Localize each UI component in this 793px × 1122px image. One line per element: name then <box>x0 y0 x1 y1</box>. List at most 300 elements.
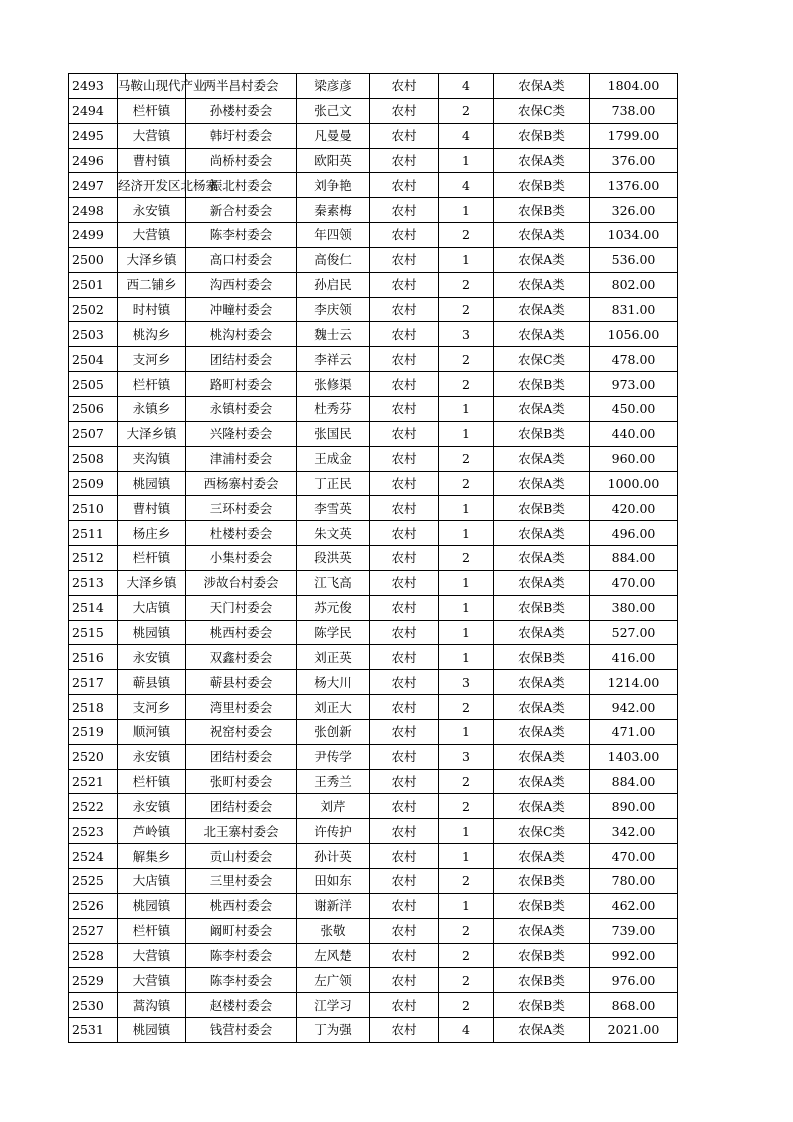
household-type-cell: 农村 <box>370 719 439 744</box>
household-type-cell: 农村 <box>370 893 439 918</box>
record-number-cell: 2526 <box>69 893 118 918</box>
amount-cell: 780.00 <box>590 869 678 894</box>
table-row <box>69 744 678 769</box>
amount-cell: 496.00 <box>590 521 678 546</box>
village-committee-cell: 兴隆村委会 <box>186 421 297 446</box>
household-type-cell: 农村 <box>370 297 439 322</box>
household-type-cell: 农村 <box>370 794 439 819</box>
village-committee-cell: 桃西村委会 <box>186 620 297 645</box>
household-type-cell: 农村 <box>370 471 439 496</box>
household-type-cell: 农村 <box>370 744 439 769</box>
household-type-cell: 农村 <box>370 272 439 297</box>
household-type-cell: 农村 <box>370 223 439 248</box>
record-number-cell: 2524 <box>69 844 118 869</box>
record-number-cell: 2512 <box>69 546 118 571</box>
amount-cell: 380.00 <box>590 595 678 620</box>
village-committee-cell: 团结村委会 <box>186 794 297 819</box>
household-type-cell: 农村 <box>370 148 439 173</box>
table-row <box>69 1018 678 1043</box>
town-cell: 大营镇 <box>118 943 186 968</box>
household-type-cell: 农村 <box>370 993 439 1018</box>
record-number-cell: 2504 <box>69 347 118 372</box>
person-count-cell: 1 <box>439 595 494 620</box>
village-committee-cell: 涉故台村委会 <box>186 570 297 595</box>
table-row <box>69 471 678 496</box>
record-number-cell: 2520 <box>69 744 118 769</box>
town-cell: 大店镇 <box>118 595 186 620</box>
table-row <box>69 546 678 571</box>
table-row <box>69 893 678 918</box>
person-count-cell: 2 <box>439 993 494 1018</box>
household-type-cell: 农村 <box>370 595 439 620</box>
insurance-category-cell: 农保C类 <box>494 819 590 844</box>
person-count-cell: 2 <box>439 471 494 496</box>
table-row <box>69 844 678 869</box>
person-name-cell: 左风楚 <box>297 943 370 968</box>
person-name-cell: 张国民 <box>297 421 370 446</box>
insurance-category-cell: 农保A类 <box>494 570 590 595</box>
table-row <box>69 496 678 521</box>
village-committee-cell: 北王寨村委会 <box>186 819 297 844</box>
person-name-cell: 许传护 <box>297 819 370 844</box>
amount-cell: 738.00 <box>590 98 678 123</box>
town-cell: 栏杆镇 <box>118 769 186 794</box>
person-name-cell: 苏元俊 <box>297 595 370 620</box>
table-row <box>69 198 678 223</box>
village-committee-cell: 三里村委会 <box>186 869 297 894</box>
person-name-cell: 梁彦彦 <box>297 74 370 99</box>
table-row <box>69 322 678 347</box>
town-cell: 大营镇 <box>118 968 186 993</box>
town-cell: 蒿沟镇 <box>118 993 186 1018</box>
record-number-cell: 2505 <box>69 372 118 397</box>
amount-cell: 1376.00 <box>590 173 678 198</box>
person-name-cell: 张敬 <box>297 918 370 943</box>
household-type-cell: 农村 <box>370 396 439 421</box>
table-row <box>69 247 678 272</box>
table-row <box>69 719 678 744</box>
record-number-cell: 2521 <box>69 769 118 794</box>
person-name-cell: 年四领 <box>297 223 370 248</box>
household-type-cell: 农村 <box>370 247 439 272</box>
village-committee-cell: 尚桥村委会 <box>186 148 297 173</box>
insurance-category-cell: 农保A类 <box>494 74 590 99</box>
table-row <box>69 943 678 968</box>
amount-cell: 470.00 <box>590 844 678 869</box>
amount-cell: 868.00 <box>590 993 678 1018</box>
record-number-cell: 2514 <box>69 595 118 620</box>
record-number-cell: 2519 <box>69 719 118 744</box>
village-committee-cell: 团结村委会 <box>186 347 297 372</box>
person-name-cell: 王秀兰 <box>297 769 370 794</box>
amount-cell: 471.00 <box>590 719 678 744</box>
table-row <box>69 148 678 173</box>
person-name-cell: 谢新洋 <box>297 893 370 918</box>
amount-cell: 416.00 <box>590 645 678 670</box>
person-count-cell: 3 <box>439 322 494 347</box>
insurance-category-cell: 农保A类 <box>494 744 590 769</box>
person-name-cell: 张修渠 <box>297 372 370 397</box>
town-cell: 永安镇 <box>118 744 186 769</box>
person-count-cell: 2 <box>439 347 494 372</box>
person-name-cell: 李庆领 <box>297 297 370 322</box>
town-cell: 时村镇 <box>118 297 186 322</box>
amount-cell: 478.00 <box>590 347 678 372</box>
amount-cell: 2021.00 <box>590 1018 678 1043</box>
record-number-cell: 2496 <box>69 148 118 173</box>
village-committee-cell: 永镇村委会 <box>186 396 297 421</box>
table-row <box>69 297 678 322</box>
table-row <box>69 869 678 894</box>
person-name-cell: 刘正英 <box>297 645 370 670</box>
table-row <box>69 123 678 148</box>
insurance-category-cell: 农保C类 <box>494 347 590 372</box>
amount-cell: 960.00 <box>590 446 678 471</box>
person-name-cell: 李祥云 <box>297 347 370 372</box>
village-committee-cell: 津浦村委会 <box>186 446 297 471</box>
insurance-category-cell: 农保B类 <box>494 595 590 620</box>
record-number-cell: 2494 <box>69 98 118 123</box>
town-cell: 永镇乡 <box>118 396 186 421</box>
person-count-cell: 1 <box>439 496 494 521</box>
town-cell: 顺河镇 <box>118 719 186 744</box>
record-number-cell: 2495 <box>69 123 118 148</box>
table-row <box>69 421 678 446</box>
insurance-category-cell: 农保A类 <box>494 769 590 794</box>
amount-cell: 884.00 <box>590 769 678 794</box>
household-type-cell: 农村 <box>370 173 439 198</box>
town-cell: 曹村镇 <box>118 496 186 521</box>
insurance-category-cell: 农保B类 <box>494 893 590 918</box>
record-number-cell: 2516 <box>69 645 118 670</box>
amount-cell: 440.00 <box>590 421 678 446</box>
person-count-cell: 2 <box>439 794 494 819</box>
amount-cell: 420.00 <box>590 496 678 521</box>
household-type-cell: 农村 <box>370 695 439 720</box>
person-count-cell: 4 <box>439 173 494 198</box>
town-cell: 支河乡 <box>118 347 186 372</box>
town-cell: 大泽乡镇 <box>118 247 186 272</box>
insurance-category-cell: 农保A类 <box>494 272 590 297</box>
town-cell: 曹村镇 <box>118 148 186 173</box>
record-number-cell: 2509 <box>69 471 118 496</box>
person-count-cell: 2 <box>439 695 494 720</box>
table-row <box>69 595 678 620</box>
insurance-category-cell: 农保A类 <box>494 247 590 272</box>
table-row <box>69 347 678 372</box>
table-row <box>69 968 678 993</box>
person-count-cell: 4 <box>439 1018 494 1043</box>
insurance-category-cell: 农保B类 <box>494 869 590 894</box>
insurance-category-cell: 农保A类 <box>494 148 590 173</box>
insurance-category-cell: 农保B类 <box>494 968 590 993</box>
insurance-category-cell: 农保B类 <box>494 173 590 198</box>
village-committee-cell: 沟西村委会 <box>186 272 297 297</box>
village-committee-cell: 祝窑村委会 <box>186 719 297 744</box>
insurance-category-cell: 农保A类 <box>494 396 590 421</box>
record-number-cell: 2511 <box>69 521 118 546</box>
person-name-cell: 江飞高 <box>297 570 370 595</box>
insurance-category-cell: 农保A类 <box>494 297 590 322</box>
village-committee-cell: 两半昌村委会 <box>186 74 297 99</box>
town-cell: 大店镇 <box>118 869 186 894</box>
household-type-cell: 农村 <box>370 322 439 347</box>
town-cell: 芦岭镇 <box>118 819 186 844</box>
person-name-cell: 欧阳英 <box>297 148 370 173</box>
village-committee-cell: 阚町村委会 <box>186 918 297 943</box>
person-count-cell: 4 <box>439 123 494 148</box>
household-type-cell: 农村 <box>370 769 439 794</box>
table-row <box>69 794 678 819</box>
person-count-cell: 2 <box>439 546 494 571</box>
town-cell: 解集乡 <box>118 844 186 869</box>
village-committee-cell: 蕲县村委会 <box>186 670 297 695</box>
town-cell: 支河乡 <box>118 695 186 720</box>
person-name-cell: 凡曼曼 <box>297 123 370 148</box>
record-number-cell: 2498 <box>69 198 118 223</box>
household-type-cell: 农村 <box>370 446 439 471</box>
person-count-cell: 1 <box>439 893 494 918</box>
insurance-category-cell: 农保A类 <box>494 670 590 695</box>
person-count-cell: 1 <box>439 421 494 446</box>
town-cell: 栏杆镇 <box>118 546 186 571</box>
amount-cell: 831.00 <box>590 297 678 322</box>
household-type-cell: 农村 <box>370 521 439 546</box>
household-type-cell: 农村 <box>370 74 439 99</box>
table-row <box>69 396 678 421</box>
village-committee-cell: 孙楼村委会 <box>186 98 297 123</box>
table-row <box>69 74 678 99</box>
record-number-cell: 2518 <box>69 695 118 720</box>
town-cell: 桃沟乡 <box>118 322 186 347</box>
record-number-cell: 2503 <box>69 322 118 347</box>
record-number-cell: 2523 <box>69 819 118 844</box>
person-count-cell: 3 <box>439 744 494 769</box>
town-cell: 大泽乡镇 <box>118 570 186 595</box>
village-committee-cell: 路町村委会 <box>186 372 297 397</box>
insurance-category-cell: 农保A类 <box>494 844 590 869</box>
village-committee-cell: 桃沟村委会 <box>186 322 297 347</box>
person-name-cell: 张创新 <box>297 719 370 744</box>
town-cell: 蕲县镇 <box>118 670 186 695</box>
amount-cell: 802.00 <box>590 272 678 297</box>
village-committee-cell: 陈李村委会 <box>186 968 297 993</box>
person-name-cell: 田如东 <box>297 869 370 894</box>
town-cell: 桃园镇 <box>118 1018 186 1043</box>
insurance-category-cell: 农保C类 <box>494 98 590 123</box>
amount-cell: 890.00 <box>590 794 678 819</box>
table-row <box>69 98 678 123</box>
insurance-category-cell: 农保A类 <box>494 794 590 819</box>
village-committee-cell: 新合村委会 <box>186 198 297 223</box>
insurance-category-cell: 农保A类 <box>494 1018 590 1043</box>
household-type-cell: 农村 <box>370 421 439 446</box>
person-count-cell: 2 <box>439 968 494 993</box>
person-name-cell: 段洪英 <box>297 546 370 571</box>
village-committee-cell: 三环村委会 <box>186 496 297 521</box>
amount-cell: 462.00 <box>590 893 678 918</box>
person-name-cell: 陈学民 <box>297 620 370 645</box>
insurance-category-cell: 农保A类 <box>494 695 590 720</box>
insurance-category-cell: 农保A类 <box>494 620 590 645</box>
person-name-cell: 李雪英 <box>297 496 370 521</box>
person-count-cell: 1 <box>439 396 494 421</box>
amount-cell: 1034.00 <box>590 223 678 248</box>
household-type-cell: 农村 <box>370 98 439 123</box>
person-name-cell: 魏士云 <box>297 322 370 347</box>
person-count-cell: 1 <box>439 247 494 272</box>
town-cell: 大营镇 <box>118 123 186 148</box>
insurance-category-cell: 农保A类 <box>494 546 590 571</box>
village-committee-cell: 西杨寨村委会 <box>186 471 297 496</box>
person-count-cell: 2 <box>439 446 494 471</box>
table-row <box>69 695 678 720</box>
town-cell: 桃园镇 <box>118 471 186 496</box>
record-number-cell: 2528 <box>69 943 118 968</box>
household-type-cell: 农村 <box>370 546 439 571</box>
insurance-category-cell: 农保B类 <box>494 421 590 446</box>
amount-cell: 973.00 <box>590 372 678 397</box>
record-number-cell: 2510 <box>69 496 118 521</box>
town-cell: 永安镇 <box>118 794 186 819</box>
household-type-cell: 农村 <box>370 372 439 397</box>
person-name-cell: 左广领 <box>297 968 370 993</box>
table-row <box>69 570 678 595</box>
village-committee-cell: 冲疃村委会 <box>186 297 297 322</box>
household-type-cell: 农村 <box>370 620 439 645</box>
person-count-cell: 4 <box>439 74 494 99</box>
town-cell: 杨庄乡 <box>118 521 186 546</box>
table-row <box>69 670 678 695</box>
town-cell: 永安镇 <box>118 645 186 670</box>
person-count-cell: 1 <box>439 620 494 645</box>
town-cell: 永安镇 <box>118 198 186 223</box>
person-count-cell: 2 <box>439 297 494 322</box>
person-name-cell: 王成金 <box>297 446 370 471</box>
person-count-cell: 2 <box>439 223 494 248</box>
person-count-cell: 2 <box>439 918 494 943</box>
person-name-cell: 朱文英 <box>297 521 370 546</box>
person-name-cell: 尹传学 <box>297 744 370 769</box>
insurance-category-cell: 农保B类 <box>494 123 590 148</box>
person-name-cell: 丁正民 <box>297 471 370 496</box>
record-number-cell: 2515 <box>69 620 118 645</box>
table-body <box>69 74 678 1043</box>
table-row <box>69 819 678 844</box>
record-number-cell: 2506 <box>69 396 118 421</box>
village-committee-cell: 贡山村委会 <box>186 844 297 869</box>
town-cell: 栏杆镇 <box>118 98 186 123</box>
insurance-category-cell: 农保A类 <box>494 918 590 943</box>
person-count-cell: 2 <box>439 869 494 894</box>
amount-cell: 527.00 <box>590 620 678 645</box>
town-cell: 栏杆镇 <box>118 372 186 397</box>
record-number-cell: 2500 <box>69 247 118 272</box>
record-number-cell: 2508 <box>69 446 118 471</box>
person-name-cell: 孙启民 <box>297 272 370 297</box>
record-number-cell: 2522 <box>69 794 118 819</box>
person-count-cell: 1 <box>439 844 494 869</box>
record-number-cell: 2493 <box>69 74 118 99</box>
record-number-cell: 2527 <box>69 918 118 943</box>
village-committee-cell: 韩圩村委会 <box>186 123 297 148</box>
record-number-cell: 2507 <box>69 421 118 446</box>
amount-cell: 326.00 <box>590 198 678 223</box>
village-committee-cell: 湾里村委会 <box>186 695 297 720</box>
amount-cell: 884.00 <box>590 546 678 571</box>
table-row <box>69 993 678 1018</box>
person-name-cell: 秦素梅 <box>297 198 370 223</box>
insurance-category-cell: 农保B类 <box>494 943 590 968</box>
person-count-cell: 2 <box>439 943 494 968</box>
household-type-cell: 农村 <box>370 943 439 968</box>
amount-cell: 1799.00 <box>590 123 678 148</box>
household-type-cell: 农村 <box>370 819 439 844</box>
table-row <box>69 918 678 943</box>
household-type-cell: 农村 <box>370 123 439 148</box>
household-type-cell: 农村 <box>370 1018 439 1043</box>
insurance-category-cell: 农保A类 <box>494 446 590 471</box>
person-count-cell: 1 <box>439 570 494 595</box>
record-number-cell: 2517 <box>69 670 118 695</box>
household-type-cell: 农村 <box>370 570 439 595</box>
town-cell: 马鞍山现代产业 <box>118 74 186 99</box>
amount-cell: 1214.00 <box>590 670 678 695</box>
person-name-cell: 张己文 <box>297 98 370 123</box>
person-count-cell: 1 <box>439 819 494 844</box>
person-name-cell: 高俊仁 <box>297 247 370 272</box>
person-count-cell: 1 <box>439 198 494 223</box>
amount-cell: 739.00 <box>590 918 678 943</box>
record-number-cell: 2529 <box>69 968 118 993</box>
amount-cell: 992.00 <box>590 943 678 968</box>
town-cell: 大营镇 <box>118 223 186 248</box>
household-type-cell: 农村 <box>370 496 439 521</box>
person-count-cell: 1 <box>439 645 494 670</box>
amount-cell: 1000.00 <box>590 471 678 496</box>
household-type-cell: 农村 <box>370 918 439 943</box>
person-count-cell: 1 <box>439 719 494 744</box>
table-row <box>69 173 678 198</box>
village-committee-cell: 张町村委会 <box>186 769 297 794</box>
village-committee-cell: 钱营村委会 <box>186 1018 297 1043</box>
amount-cell: 450.00 <box>590 396 678 421</box>
table-row <box>69 521 678 546</box>
village-committee-cell: 团结村委会 <box>186 744 297 769</box>
table-row <box>69 372 678 397</box>
person-name-cell: 杨大川 <box>297 670 370 695</box>
record-number-cell: 2525 <box>69 869 118 894</box>
insurance-category-cell: 农保B类 <box>494 993 590 1018</box>
household-type-cell: 农村 <box>370 347 439 372</box>
town-cell: 栏杆镇 <box>118 918 186 943</box>
record-number-cell: 2499 <box>69 223 118 248</box>
household-type-cell: 农村 <box>370 645 439 670</box>
record-number-cell: 2502 <box>69 297 118 322</box>
record-number-cell: 2501 <box>69 272 118 297</box>
household-type-cell: 农村 <box>370 869 439 894</box>
person-name-cell: 孙计英 <box>297 844 370 869</box>
household-type-cell: 农村 <box>370 670 439 695</box>
table-row <box>69 272 678 297</box>
insurance-category-cell: 农保A类 <box>494 322 590 347</box>
amount-cell: 1403.00 <box>590 744 678 769</box>
insurance-category-cell: 农保A类 <box>494 471 590 496</box>
amount-cell: 536.00 <box>590 247 678 272</box>
insurance-category-cell: 农保A类 <box>494 223 590 248</box>
amount-cell: 342.00 <box>590 819 678 844</box>
insurance-category-cell: 农保B类 <box>494 645 590 670</box>
